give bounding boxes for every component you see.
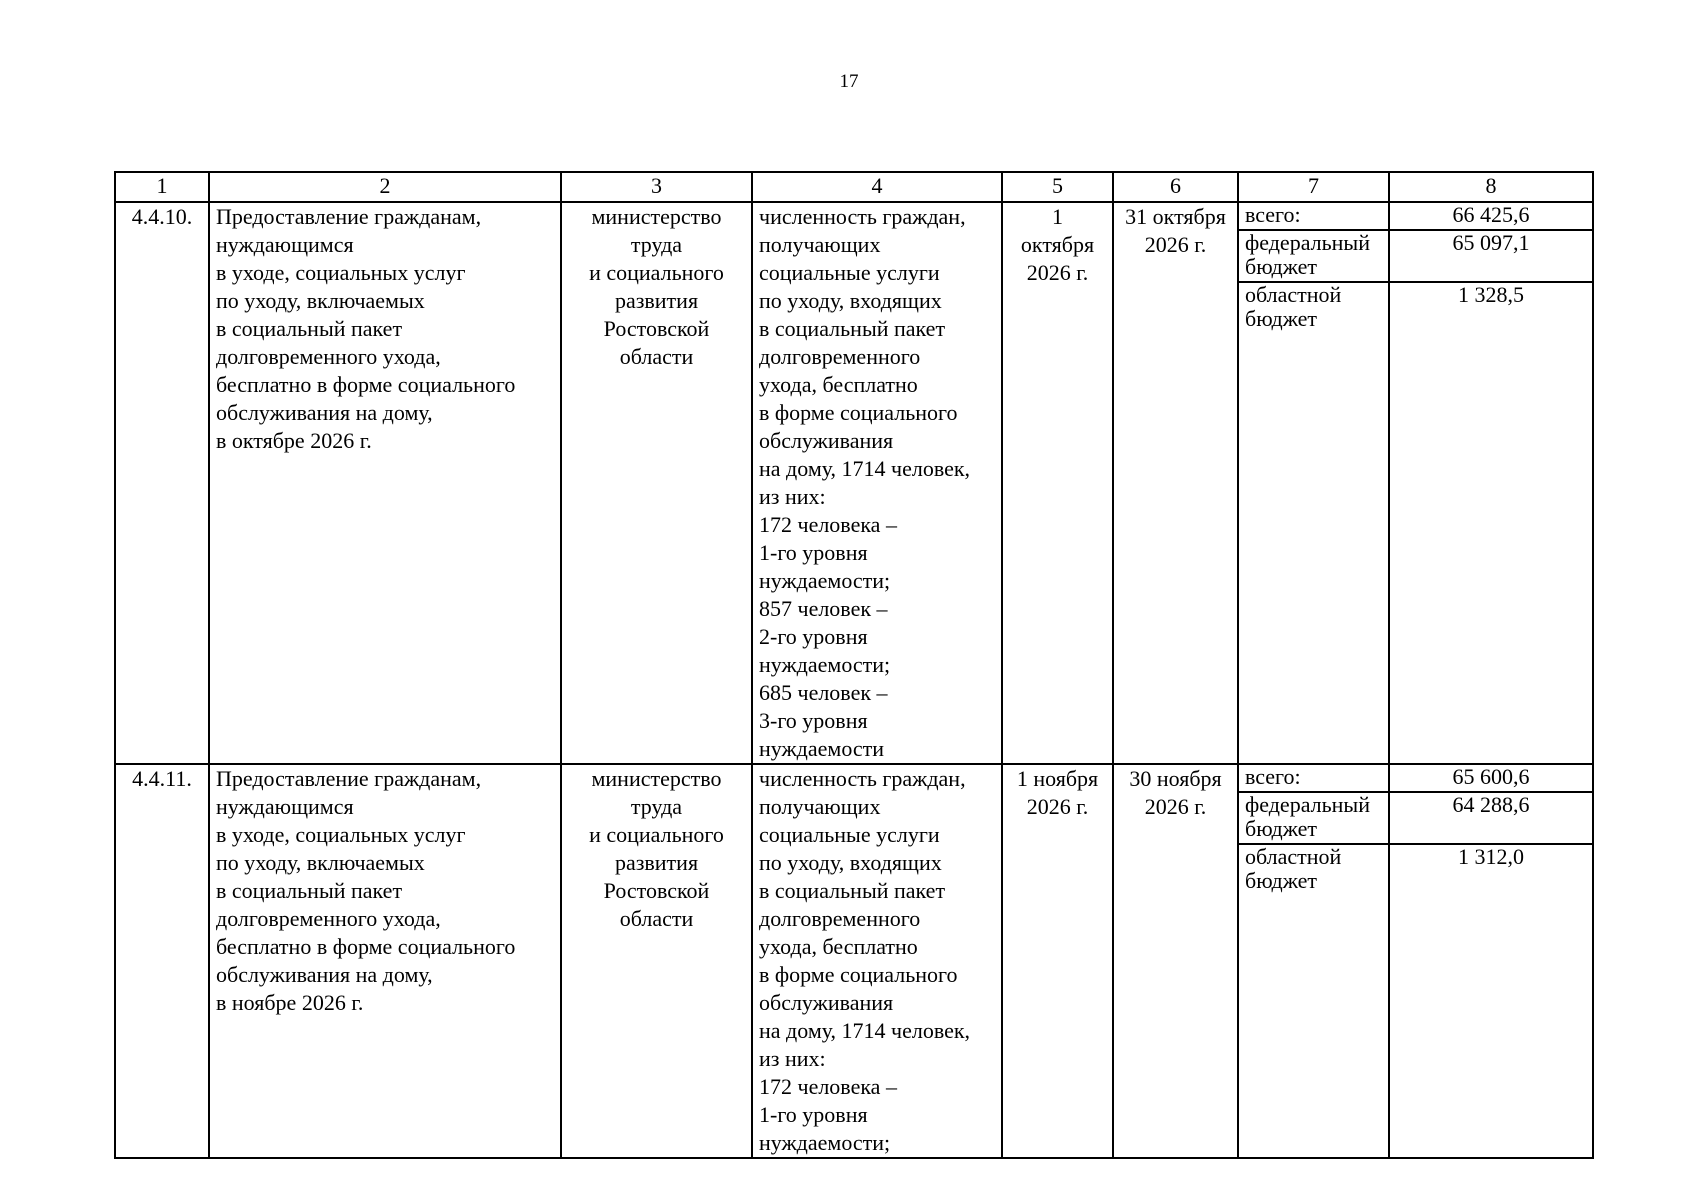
executor: министерство труда и социального развития Ростовской области — [561, 202, 752, 764]
column-header: 4 — [752, 172, 1002, 202]
column-number-row — [115, 172, 1593, 202]
column-header: 5 — [1002, 172, 1113, 202]
column-header: 3 — [561, 172, 752, 202]
column-header: 7 — [1238, 172, 1389, 202]
funding-source: областной бюджет — [1245, 282, 1342, 331]
column-header: 1 — [115, 172, 209, 202]
activity-description: Предоставление гражданам, нуждающимся в уходе, социальных услуг по уходу, включаемых в социальный пакет долговременного ухода, бесплатно в форме социального обслуживания на дому, в октябре 2026 г. — [209, 202, 561, 764]
indicator: численность граждан, получающих социальные услуги по уходу, входящих в социальный пакет долговременного ухода, бесплатно в форме социального обслуживания на дому, 1714 человек, из них: 172 человека – 1-го уровня нуждаемости; 857 человек – 2-го уровня нуждаемости; 685 человек – 3-го уровня нуждаемости — [752, 202, 1002, 764]
end-date: 30 ноября 2026 г. — [1113, 764, 1238, 1158]
column-header: 2 — [209, 172, 561, 202]
table-row — [115, 764, 1593, 1158]
row-id: 4.4.10. — [115, 202, 209, 764]
funding-amount: 1 312,0 — [1458, 844, 1524, 869]
column-header: 8 — [1389, 172, 1593, 202]
funding-amount: 66 425,6 — [1390, 203, 1592, 231]
executor: министерство труда и социального развития Ростовской области — [561, 764, 752, 1158]
funding-amounts — [1389, 764, 1593, 1158]
funding-sources — [1238, 202, 1389, 764]
funding-amount: 1 328,5 — [1458, 282, 1524, 307]
row-id: 4.4.11. — [115, 764, 209, 1158]
activity-table — [114, 171, 1594, 1159]
end-date: 31 октября 2026 г. — [1113, 202, 1238, 764]
funding-source: федеральный бюджет — [1239, 793, 1388, 845]
funding-sources — [1238, 764, 1389, 1158]
start-date: 1 ноября 2026 г. — [1002, 764, 1113, 1158]
table-row — [115, 202, 1593, 764]
funding-amounts — [1389, 202, 1593, 764]
column-header: 6 — [1113, 172, 1238, 202]
start-date: 1 октября 2026 г. — [1002, 202, 1113, 764]
funding-amount: 64 288,6 — [1390, 793, 1592, 845]
page-number: 17 — [839, 71, 859, 92]
funding-source: федеральный бюджет — [1239, 231, 1388, 283]
funding-source: всего: — [1239, 203, 1388, 231]
funding-source: областной бюджет — [1245, 844, 1342, 893]
funding-amount: 65 600,6 — [1390, 765, 1592, 793]
funding-amount: 65 097,1 — [1390, 231, 1592, 283]
activity-description: Предоставление гражданам, нуждающимся в уходе, социальных услуг по уходу, включаемых в социальный пакет долговременного ухода, бесплатно в форме социального обслуживания на дому, в ноябре 2026 г. — [209, 764, 561, 1158]
indicator: численность граждан, получающих социальные услуги по уходу, входящих в социальный пакет долговременного ухода, бесплатно в форме социального обслуживания на дому, 1714 человек, из них: 172 человека – 1-го уровня нуждаемости; — [752, 764, 1002, 1158]
funding-source: всего: — [1239, 765, 1388, 793]
